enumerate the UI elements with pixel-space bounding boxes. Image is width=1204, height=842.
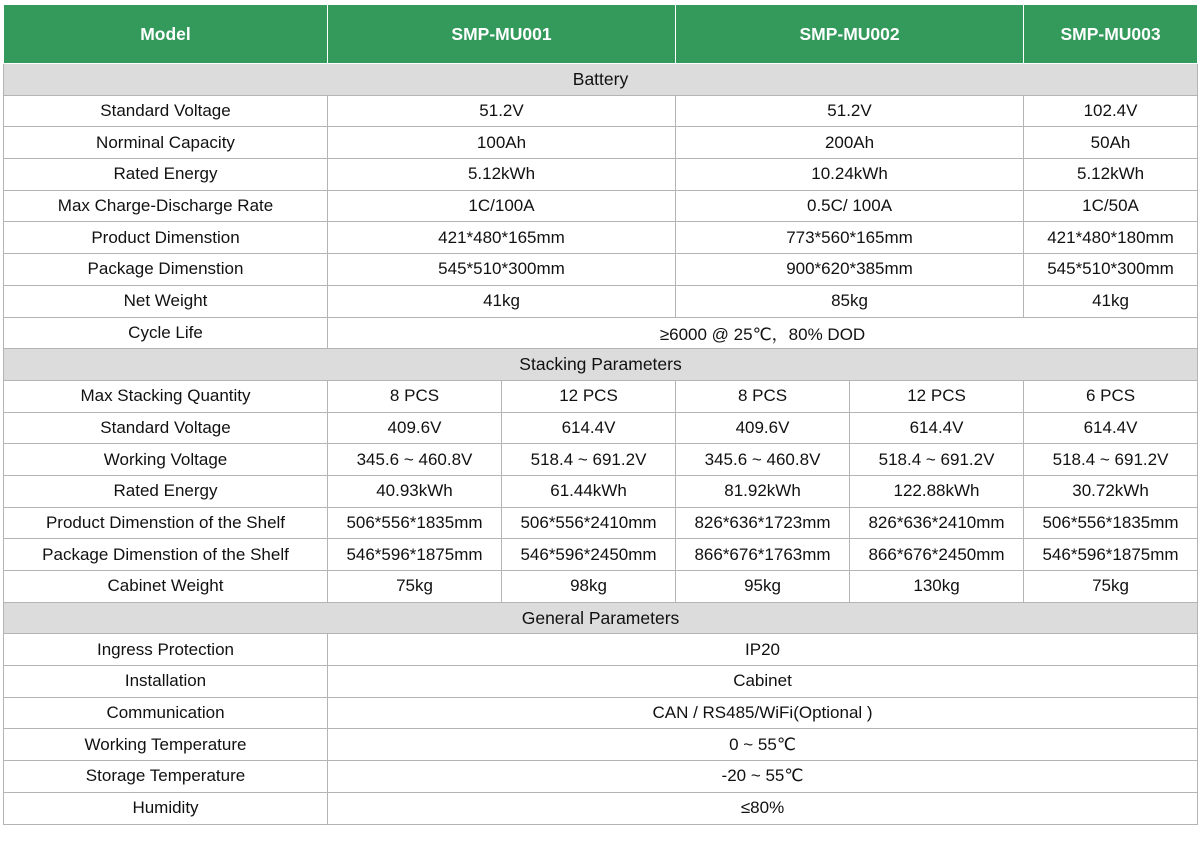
cell-value: ≥6000 @ 25℃，80% DOD	[328, 317, 1198, 349]
cell-value: IP20	[328, 634, 1198, 666]
cell-value: 51.2V	[676, 95, 1024, 127]
cell-value: Cabinet	[328, 666, 1198, 698]
cell-value: 1C/50A	[1024, 190, 1198, 222]
row-label: Norminal Capacity	[4, 127, 328, 159]
table-row	[4, 697, 1198, 729]
table-row	[4, 412, 1198, 444]
cell-value: 409.6V	[676, 412, 850, 444]
cell-value: 345.6 ~ 460.8V	[676, 444, 850, 476]
row-label: Product Dimenstion of the Shelf	[4, 507, 328, 539]
row-label: Net Weight	[4, 285, 328, 317]
cell-value: 100Ah	[328, 127, 676, 159]
table-row	[4, 317, 1198, 349]
cell-value: 81.92kWh	[676, 475, 850, 507]
cell-value: 12 PCS	[502, 380, 676, 412]
row-label: Product Dimenstion	[4, 222, 328, 254]
cell-value: 0.5C/ 100A	[676, 190, 1024, 222]
cell-value: 409.6V	[328, 412, 502, 444]
table-row	[4, 95, 1198, 127]
cell-value: 614.4V	[1024, 412, 1198, 444]
table-row	[4, 792, 1198, 824]
cell-value: 61.44kWh	[502, 475, 676, 507]
model-header-mu001: SMP-MU001	[328, 5, 676, 64]
cell-value: 421*480*165mm	[328, 222, 676, 254]
cell-value: 30.72kWh	[1024, 475, 1198, 507]
section-battery	[4, 64, 1198, 96]
cell-value: 51.2V	[328, 95, 676, 127]
row-label: Ingress Protection	[4, 634, 328, 666]
cell-value: 345.6 ~ 460.8V	[328, 444, 502, 476]
cell-value: 421*480*180mm	[1024, 222, 1198, 254]
model-header-mu002: SMP-MU002	[676, 5, 1024, 64]
row-label: Storage Temperature	[4, 761, 328, 793]
cell-value: 8 PCS	[676, 380, 850, 412]
cell-value: 40.93kWh	[328, 475, 502, 507]
cell-value: 518.4 ~ 691.2V	[1024, 444, 1198, 476]
section-stacking	[4, 349, 1198, 381]
row-label: Max Charge-Discharge Rate	[4, 190, 328, 222]
cell-value: 41kg	[328, 285, 676, 317]
table-row	[4, 507, 1198, 539]
row-label: Communication	[4, 697, 328, 729]
cell-value: 826*636*2410mm	[850, 507, 1024, 539]
cell-value: 546*596*2450mm	[502, 539, 676, 571]
cell-value: 826*636*1723mm	[676, 507, 850, 539]
row-label: Package Dimenstion of the Shelf	[4, 539, 328, 571]
row-label: Max Stacking Quantity	[4, 380, 328, 412]
spec-sheet	[3, 4, 1197, 825]
table-row	[4, 475, 1198, 507]
cell-value: 866*676*2450mm	[850, 539, 1024, 571]
table-row	[4, 380, 1198, 412]
cell-value: 200Ah	[676, 127, 1024, 159]
model-header-mu003: SMP-MU003	[1024, 5, 1198, 64]
row-label: Rated Energy	[4, 475, 328, 507]
table-row	[4, 285, 1198, 317]
cell-value: -20 ~ 55℃	[328, 761, 1198, 793]
row-label: Working Temperature	[4, 729, 328, 761]
cell-value: 506*556*1835mm	[1024, 507, 1198, 539]
table-row	[4, 222, 1198, 254]
model-header: Model	[4, 5, 328, 64]
cell-value: 5.12kWh	[1024, 159, 1198, 191]
section-title: General Parameters	[4, 602, 1198, 634]
row-label: Installation	[4, 666, 328, 698]
cell-value: 545*510*300mm	[328, 254, 676, 286]
row-label: Humidity	[4, 792, 328, 824]
row-label: Rated Energy	[4, 159, 328, 191]
cell-value: 506*556*1835mm	[328, 507, 502, 539]
cell-value: 1C/100A	[328, 190, 676, 222]
cell-value: 75kg	[1024, 571, 1198, 603]
cell-value: CAN / RS485/WiFi(Optional )	[328, 697, 1198, 729]
row-label: Cycle Life	[4, 317, 328, 349]
table-row	[4, 127, 1198, 159]
section-title: Battery	[4, 64, 1198, 96]
cell-value: 546*596*1875mm	[328, 539, 502, 571]
cell-value: 614.4V	[850, 412, 1024, 444]
cell-value: 6 PCS	[1024, 380, 1198, 412]
cell-value: 50Ah	[1024, 127, 1198, 159]
cell-value: 506*556*2410mm	[502, 507, 676, 539]
cell-value: 102.4V	[1024, 95, 1198, 127]
cell-value: 95kg	[676, 571, 850, 603]
cell-value: 12 PCS	[850, 380, 1024, 412]
cell-value: 546*596*1875mm	[1024, 539, 1198, 571]
table-row	[4, 634, 1198, 666]
row-label: Standard Voltage	[4, 412, 328, 444]
cell-value: 85kg	[676, 285, 1024, 317]
cell-value: 8 PCS	[328, 380, 502, 412]
section-title: Stacking Parameters	[4, 349, 1198, 381]
cell-value: 866*676*1763mm	[676, 539, 850, 571]
cell-value: 10.24kWh	[676, 159, 1024, 191]
table-row	[4, 539, 1198, 571]
table-row	[4, 666, 1198, 698]
table-row	[4, 729, 1198, 761]
header-row	[4, 5, 1198, 64]
cell-value: 900*620*385mm	[676, 254, 1024, 286]
cell-value: 122.88kWh	[850, 475, 1024, 507]
cell-value: 518.4 ~ 691.2V	[850, 444, 1024, 476]
cell-value: ≤80%	[328, 792, 1198, 824]
cell-value: 5.12kWh	[328, 159, 676, 191]
cell-value: 518.4 ~ 691.2V	[502, 444, 676, 476]
spec-table	[3, 4, 1198, 825]
cell-value: 98kg	[502, 571, 676, 603]
cell-value: 773*560*165mm	[676, 222, 1024, 254]
row-label: Package Dimenstion	[4, 254, 328, 286]
table-row	[4, 159, 1198, 191]
cell-value: 75kg	[328, 571, 502, 603]
cell-value: 545*510*300mm	[1024, 254, 1198, 286]
table-row	[4, 444, 1198, 476]
row-label: Working Voltage	[4, 444, 328, 476]
table-row	[4, 761, 1198, 793]
table-row	[4, 190, 1198, 222]
cell-value: 130kg	[850, 571, 1024, 603]
row-label: Cabinet Weight	[4, 571, 328, 603]
row-label: Standard Voltage	[4, 95, 328, 127]
section-general	[4, 602, 1198, 634]
cell-value: 0 ~ 55℃	[328, 729, 1198, 761]
table-row	[4, 571, 1198, 603]
cell-value: 614.4V	[502, 412, 676, 444]
table-row	[4, 254, 1198, 286]
cell-value: 41kg	[1024, 285, 1198, 317]
